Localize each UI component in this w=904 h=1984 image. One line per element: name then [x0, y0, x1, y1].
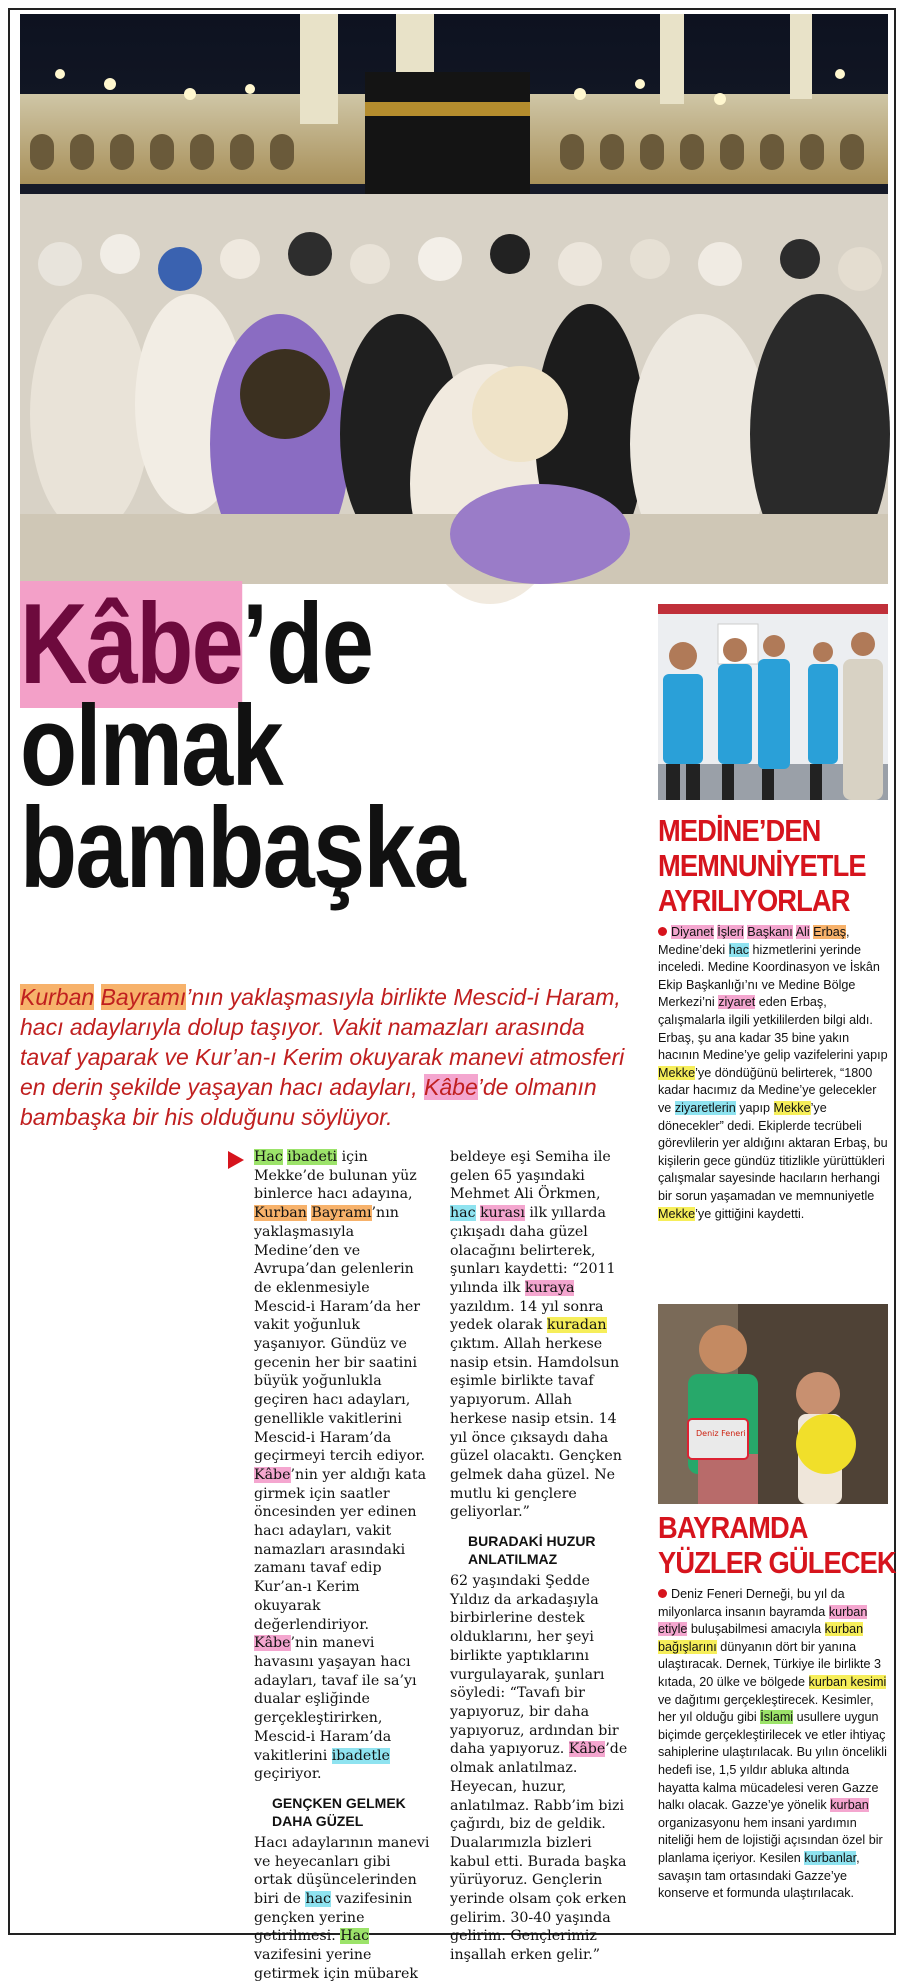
hl: hac: [728, 942, 750, 957]
text: organizasyonu hem insani yardımın niteliği hem de lojistiği açısından özel bir planlama içeriyor. Kesilen: [658, 1815, 883, 1865]
hl-kabe: Kâbe: [254, 1466, 291, 1483]
hl: Diyanet: [671, 925, 714, 939]
hl-kabe: Kâbe: [568, 1741, 606, 1758]
kaaba-crowd-photo: [20, 14, 888, 584]
text: geçiriyor.: [254, 1766, 322, 1783]
article-column-2: [450, 1148, 630, 1965]
sidebar2-title-line1: BAYRAMDA: [658, 1510, 808, 1545]
hl: kurban: [830, 1798, 869, 1813]
hl: kurban kesimi: [808, 1674, 887, 1689]
hl: ziyaret: [718, 995, 756, 1010]
hl-kuraya: kuraya: [525, 1279, 575, 1296]
text: Deniz Feneri Derneği, bu yıl da milyonlarca insanın bayramda: [658, 1587, 845, 1619]
lead-text-2: ’de olmanın bambaşka bir his olduğunu söylüyor.: [20, 1074, 597, 1130]
headline-line3: bambaşka: [20, 785, 465, 912]
text: çıktım. Allah herkese nasip etsin. Hamdolsun eşimle birlikte tavaf yapıyorum. Allah herkese nasip etsin. 14 yıl önce çıksaydı daha güzel olacaktı. Gençken gelmek daha güzel. Ne mutlu ki gençlere geliyorlar.”: [450, 1336, 622, 1521]
hl-hac: Hac: [340, 1928, 370, 1945]
hl-ibadetle: ibadetle: [331, 1747, 390, 1764]
col1-paragraph-1: [254, 1148, 430, 1784]
newspaper-page: [8, 8, 896, 1982]
hl-hac: Hac: [254, 1149, 283, 1165]
hl: Mekke: [658, 1065, 696, 1080]
hl: kurban etiyle: [658, 1604, 868, 1637]
col2-paragraph-2: [450, 1572, 630, 1965]
hl: Mekke: [773, 1100, 811, 1115]
text: Hacı adaylarının manevi ve heyecanları gibi ortak düşüncelerinden biri de: [254, 1834, 430, 1908]
children-photo: [658, 1304, 888, 1504]
text: 62 yaşındaki Şedde Yıldız da arkadaşıyla birbirlerine destek olduklarını, her şeyi birlikte yaptıklarını vurgulayarak, şunları söyledi: “Tavafı bir yapıyoruz, bir daha yapıyoruz, ardından bir daha yapıyoruz.: [450, 1573, 619, 1758]
text: ’de olmak anlatılmaz. Heyecan, huzur, anlatılmaz. Rabb’im bizi çağırdı, biz de geldik. Dualarımızla bizleri kabul etti. Burada başka yürüyoruz. Gençlerin yerinde olsam çok erken gelirim. 30-40 yaşında gelirim. Gençlerimiz inşallah erken gelir.”: [450, 1741, 628, 1964]
hl-bayrami: Bayramı: [311, 1205, 372, 1222]
subheading-huzur: BURADAKİ HUZUR ANLATILMAZ: [468, 1533, 596, 1568]
text: ’ye dönecekler” dedi. Ekiplerde tecrübeli görevlilerin yer aldığını aktaran Erbaş, bu kişilerin gece gündüz titizlikle yürüttükleri çalışmalar sayesinde hacıların herhangi bir sorun yaşamadan ve memnuniyetle: [658, 1100, 888, 1203]
text: ’nin yer aldığı kata girmek için saatler öncesinden yer edinen hacı adayları, vakit namazları arasındaki zamanı tavaf edip Kur’an-ı Kerim okuyarak değerlendiriyor.: [254, 1466, 427, 1633]
hl-kurasi: kurası: [480, 1205, 525, 1222]
text: ’nın yaklaşmasıyla Medine’den ve Avrupa’dan gelenlerin de eklenmesiyle Mescid-i Haram’da her vakit yoğunluk yaşanıyor. Gündüz ve gecenin her bir saatini büyük yoğunlukla geçiren hacı adayları, genellikle vakitlerini Mescid-i Haram’da geçirmeyi tercih ediyor.: [254, 1205, 425, 1465]
hl: Mekke: [658, 1206, 696, 1221]
headline: [20, 581, 528, 912]
hl: Ali: [795, 925, 810, 939]
lead-hl-bayrami: Bayramı: [100, 984, 187, 1010]
text: , Medine’deki: [658, 925, 850, 957]
text: için Mekke’de bulunan yüz binlerce hacı adayına,: [254, 1149, 417, 1203]
headline-highlight: Kâbe: [20, 581, 243, 708]
hl: İslami: [760, 1710, 794, 1725]
headline-line1-rest: ’de: [242, 581, 373, 708]
text: buluşabilmesi amacıyla: [687, 1622, 822, 1637]
hl-ibadeti: ibadeti: [287, 1149, 338, 1165]
sidebar1-title-line1: MEDİNE’DEN: [658, 813, 821, 848]
text: ilk yıllarda çıkışadı daha güzel olacağını belirterek, şunları kaydetti: “2011 yılında ilk: [450, 1205, 616, 1296]
text: eden Erbaş, çalışmalarla ilgili yetkililerden bilgi aldı. Erbaş, şu ana kadar 35 bine yakın hacının Medine’ye gelip vazifelerini yapıp: [658, 995, 888, 1063]
hl-hac: hac: [305, 1891, 331, 1908]
red-bullet-icon: [658, 1589, 667, 1598]
text: beldeye eşi Semiha ile gelen 65 yaşındaki Mehmet Ali Örkmen,: [450, 1149, 611, 1203]
hl: Başkanı: [747, 925, 793, 939]
headline-line2: olmak: [20, 683, 282, 810]
sidebar2-body: [658, 1586, 888, 1903]
lead-hl-kabe: Kâbe: [424, 1074, 478, 1100]
sidebar1-title-line3: AYRILIYORLAR: [658, 883, 850, 918]
sidebar1-title-line2: MEMNUNİYETLE: [658, 848, 866, 883]
hl: ziyaretlerin: [674, 1100, 736, 1115]
red-bullet-icon: [658, 927, 667, 936]
sidebar-story-bayram: [658, 1510, 896, 1903]
text: ’ye gittiğini kaydetti.: [695, 1206, 805, 1221]
text: ve dağıtımı gerçekleştirecek. Kesimler, her yıl olduğu gibi: [658, 1692, 874, 1725]
lead-hl-kurban: Kurban: [20, 984, 95, 1010]
hl: kurbanlar: [804, 1850, 857, 1865]
text: ’ye döndüğünü belirterek, “1800 kadar hacımız da Medine’ye gelecekler ve: [658, 1065, 877, 1115]
sidebar-story-medine: [658, 813, 888, 1223]
hl-kuradan: kuradan: [546, 1317, 607, 1334]
text: vazifesinin gençken yerine getirilmesi.: [254, 1891, 413, 1945]
hl-kurban: Kurban: [254, 1205, 307, 1222]
hl-kabe: Kâbe: [254, 1635, 291, 1652]
subheading-gencken: GENÇKEN GELMEK DAHA GÜZEL: [272, 1794, 406, 1829]
lead-paragraph: [20, 982, 638, 1132]
text: ’nin manevi havasını yaşayan hacı adayları, tavaf ile sa’yı dualar eşliğinde gerçekleştirirken, Mescid-i Haram’da vakitlerini: [254, 1635, 417, 1764]
article-column-1: [254, 1148, 430, 1984]
sidebar2-title-line2: YÜZLER GÜLECEK: [658, 1545, 896, 1580]
red-arrow-icon: [228, 1151, 244, 1169]
col1-paragraph-2: [254, 1834, 430, 1984]
sidebar1-body: [658, 924, 888, 1223]
hl: Erbaş: [813, 925, 847, 939]
hl-hac: hac: [450, 1205, 476, 1222]
text: usullere uygun biçimde gerçekleştirilecek ve etler ihtiyaç sahiplerine ulaştırılacak. Bu yılın öncelikli hedefi ise, 1,5 yıldır abluka altında hayatta kalma mücadelesi veren Gazze halkı olacak. Gazze’ye yönelik: [658, 1710, 887, 1813]
col2-paragraph-1: [450, 1148, 630, 1522]
text: dünyanın dört bir yanına ulaştıracak. Dernek, Türkiye ile birlikte 3 kıtada, 20 ülke ve bölgede: [658, 1639, 882, 1689]
hl: İşleri: [717, 925, 744, 939]
text: yazıldım. 14 yıl sonra yedek olarak: [450, 1298, 604, 1334]
text: yapıp: [735, 1100, 771, 1115]
donation-box-label: Deniz Feneri: [696, 1429, 746, 1438]
lead-text-1: ’nın yaklaşmasıyla birlikte Mescid-i Haram, hacı adaylarıyla dolup taşıyor. Vakit namazları arasında tavaf yaparak ve Kur’an-ı Kerim okuyarak manevi atmosferi en derin şekilde yaşayan hacı adayları,: [20, 984, 625, 1100]
hl: kurban bağışlarını: [658, 1622, 864, 1654]
text: vazifesini yerine getirmek için mübarek: [254, 1947, 419, 1982]
text: , savaşın tam ortasındaki Gazze’ye konserve et formunda ulaştırılacak.: [658, 1850, 860, 1901]
text: hizmetlerini yerinde inceledi. Medine Koordinasyon ve İskân Ekip Başkanlığı’nı ve Medine Bölge Merkezi’ni: [658, 942, 880, 1010]
medine-visit-photo: [658, 604, 888, 800]
